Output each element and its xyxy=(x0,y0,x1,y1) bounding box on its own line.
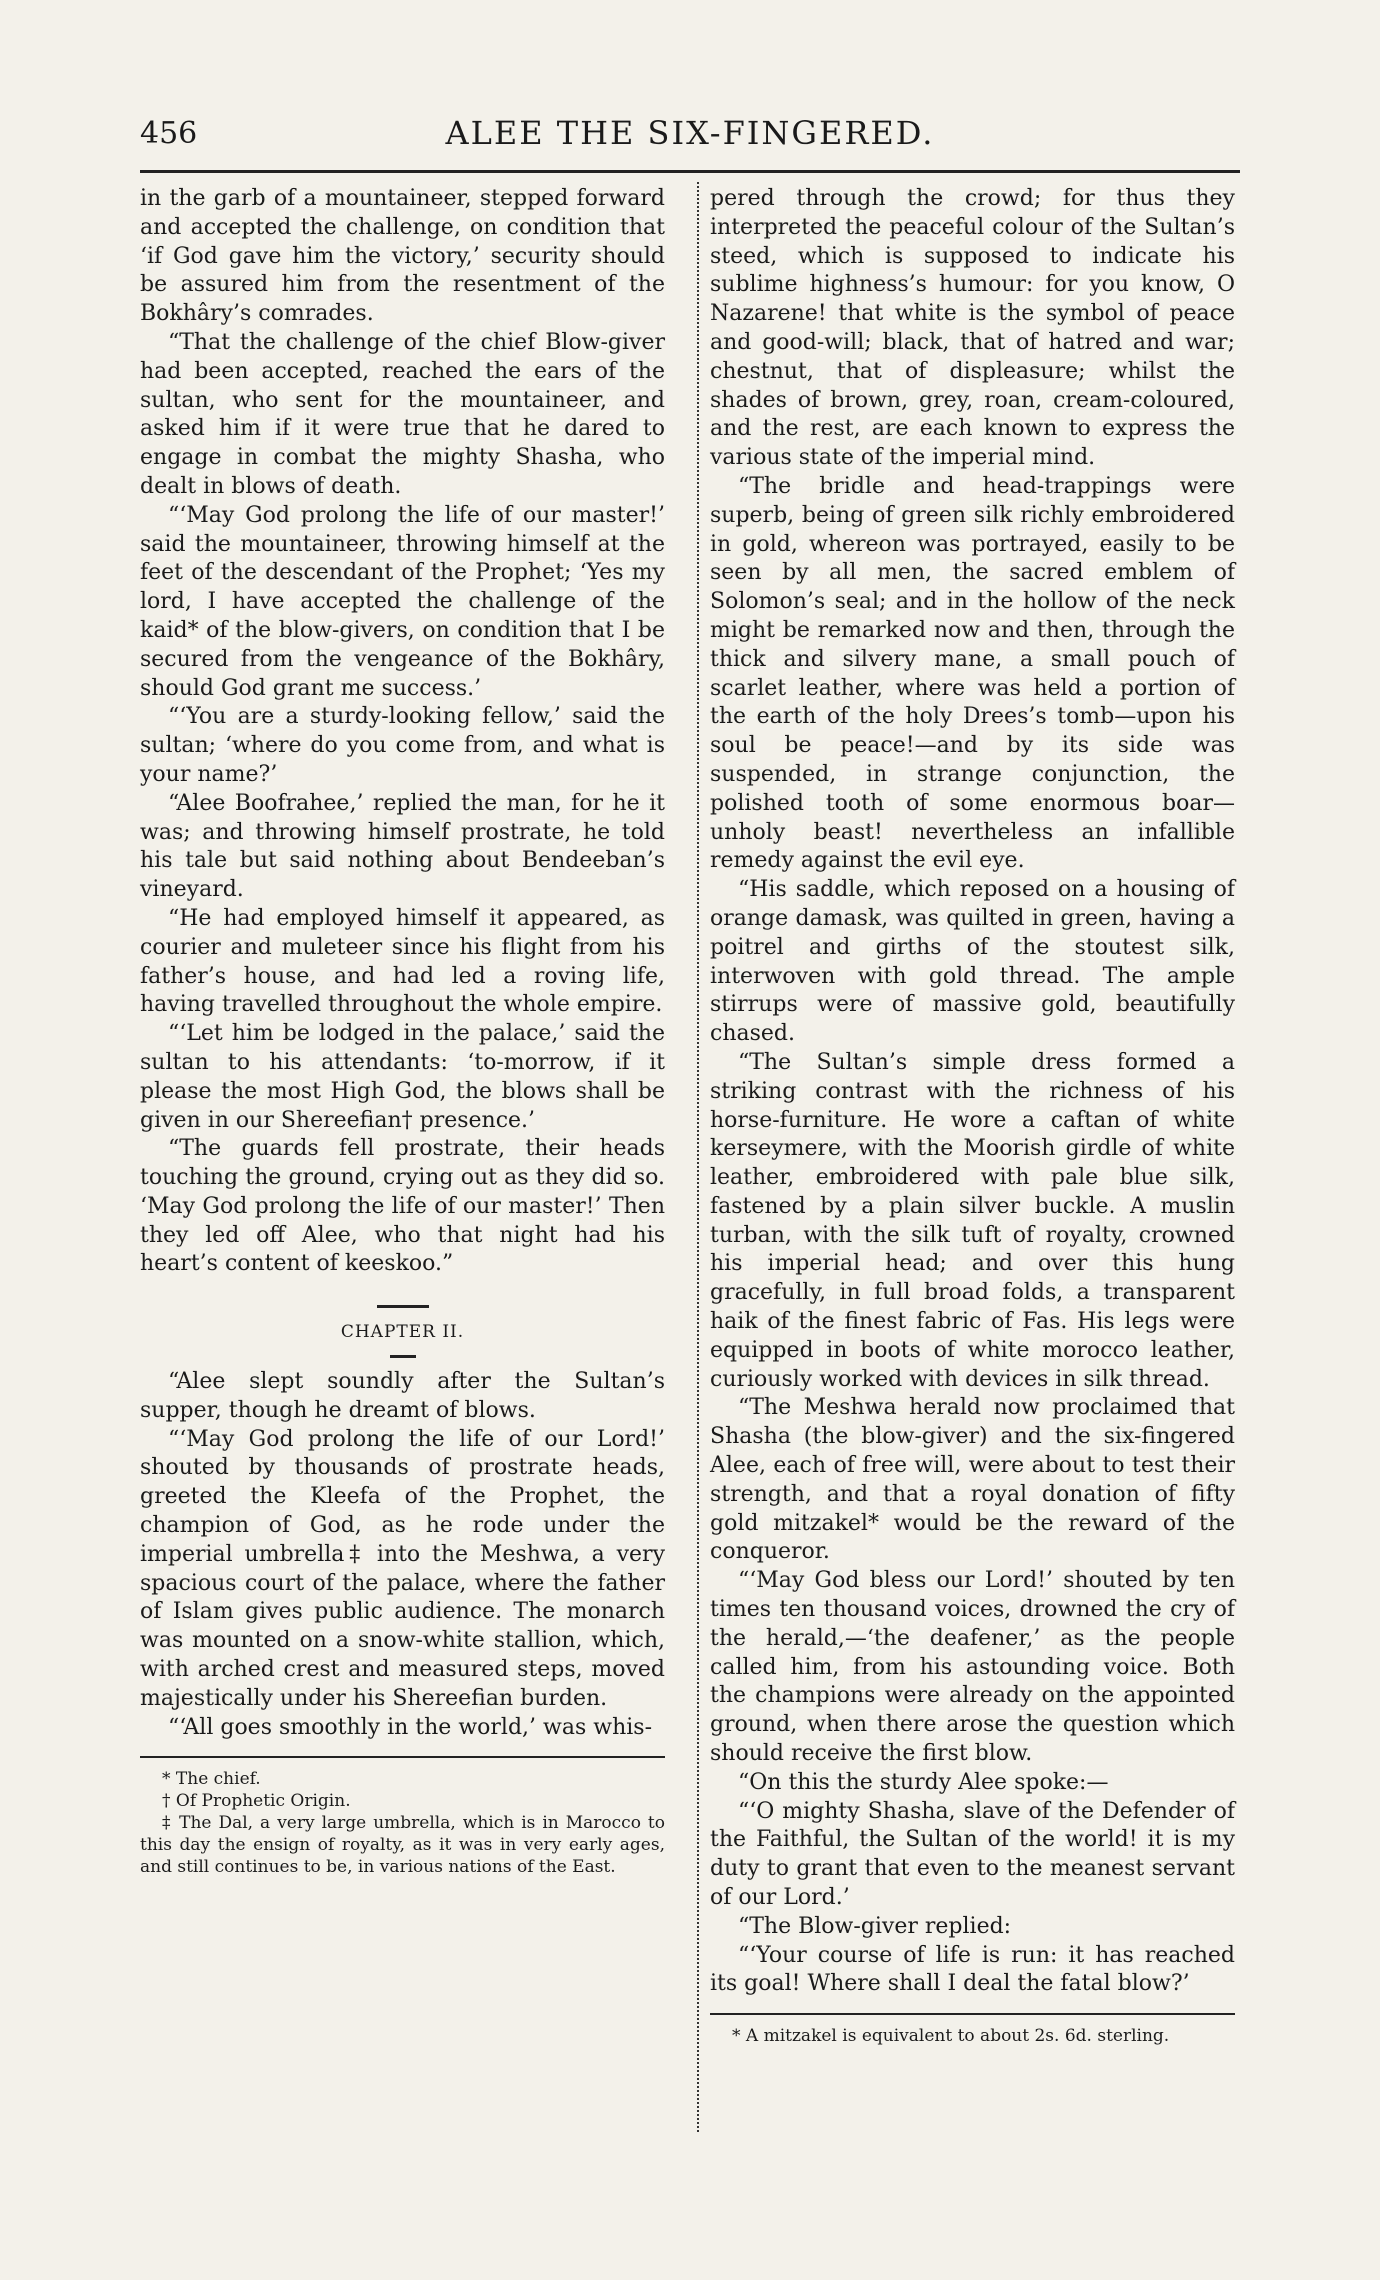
chapter-rule xyxy=(377,1305,429,1308)
paragraph: “The guards fell prostrate, their heads touching the ground, crying out as they did so. ‘May God prolong the life of our master!’ Then they led off Alee, who that night had his heart’s content of keeskoo.” xyxy=(140,1136,665,1277)
paragraph: “The Meshwa herald now proclaimed that Shasha (the blow-giver) and the six-fingered Alee, each of free will, were about to test their strength, and that a royal donation of fifty gold mitzakel* would be the reward of the conqueror. xyxy=(710,1395,1235,1565)
paragraph: “Alee Boofrahee,’ replied the man, for he it was; and throwing himself prostrate, he told his tale but said nothing about Bendeeban’s vineyard. xyxy=(140,790,665,903)
paragraph: pered through the crowd; for thus they interpreted the peaceful colour of the Sultan’s steed, which is supposed to indicate his sublime highness’s humour: for you know, O Nazarene! that white is the symbol of peace and good-will; black, that of hatred and war; chestnut, that of displeasure; whilst the shades of brown, grey, roan, cream-coloured, and the rest, are each known to express the various state of the imperial mind. xyxy=(710,186,1235,471)
paragraph: “‘May God bless our Lord!’ shouted by ten times ten thousand voices, drowned the cry of the herald,—‘the deafener,’ as the people called him, from his astounding voice. Both the champions were already on the appointed ground, when there arose the question which should receive the first blow. xyxy=(710,1568,1235,1767)
paragraph: in the garb of a mountaineer, stepped forward and accepted the challenge, on condition that ‘if God gave him the victory,’ security should be assured him from the resentment of the Bokhâry’s comrades. xyxy=(140,186,665,327)
footnote: * A mitzakel is equivalent to about 2s. 6d. sterling. xyxy=(732,2026,1170,2047)
left-column xyxy=(140,185,665,1878)
running-title: ALEE THE SIX-FINGERED. xyxy=(445,114,935,152)
paragraph: “The Sultan’s simple dress formed a striking contrast with the richness of his horse-furniture. He wore a caftan of white kerseymere, with the Moorish girdle of white leather, embroidered with pale blue silk, fastened by a plain silver buckle. A muslin turban, with the silk tuft of royalty, crowned his imperial head; and over this hung gracefully, in full broad folds, a transparent haik of the finest fabric of Fas. His legs were equipped in boots of white morocco leather, curiously worked with devices in silk thread. xyxy=(710,1049,1235,1392)
paragraph: “His saddle, which reposed on a housing of orange damask, was quilted in green, having a poitrel and girths of the stoutest silk, interwoven with gold thread. The ample stirrups were of massive gold, beautifully chased. xyxy=(710,877,1235,1047)
paragraph: “‘O mighty Shasha, slave of the Defender of the Faithful, the Sultan of the world! it is my duty to grant that even to the meanest servant of our Lord.’ xyxy=(710,1798,1235,1911)
header-rule xyxy=(140,170,1240,173)
footnote-rule xyxy=(710,2013,1235,2015)
paragraph: “‘May God prolong the life of our master!’ said the mountaineer, throwing himself at the feet of the descendant of the Prophet; ‘Yes my lord, I have accepted the challenge of the kaid* of the blow-givers, on condition that I be secured from the vengeance of the Bokhâry, should God grant me success.’ xyxy=(140,502,665,701)
right-column xyxy=(710,185,1235,2047)
footnote: ‡ The Dal, a very large umbrella, which is in Marocco to this day the ensign of royalty, as it was in very early ages, and still continues to be, in various nations of the East. xyxy=(140,1813,665,1878)
chapter-heading: CHAPTER II. xyxy=(340,1322,465,1343)
footnote: † Of Prophetic Origin. xyxy=(162,1791,351,1812)
page-number: 456 xyxy=(140,116,198,151)
paragraph: “‘All goes smoothly in the world,’ was whis- xyxy=(168,1714,652,1740)
paragraph: “The Blow-giver replied: xyxy=(738,1913,1012,1939)
paragraph: “Alee slept soundly after the Sultan’s supper, though he dreamt of blows. xyxy=(140,1369,665,1423)
column-divider xyxy=(697,182,699,2132)
paragraph: “‘Your course of life is run: it has reached its goal! Where shall I deal the fatal blow?’ xyxy=(710,1942,1235,1997)
chapter-rule-small xyxy=(390,1355,416,1358)
paragraph: “‘Let him be lodged in the palace,’ said the sultan to his attendants: ‘to-morrow, if it please the most High God, the blows shall be given in our Shereefian† presence.’ xyxy=(140,1021,665,1133)
paragraph: “‘You are a sturdy-looking fellow,’ said the sultan; ‘where do you come from, and what is your name?’ xyxy=(140,704,665,787)
paragraph: “The bridle and head-trappings were superb, being of green silk richly embroidered in gold, whereon was portrayed, easily to be seen by all men, the sacred emblem of Solomon’s seal; and in the hollow of the neck might be remarked now and then, through the thick and silvery mane, a small pouch of scarlet leather, where was held a portion of the earth of the holy Drees’s tomb—upon his soul be peace!—and by its side was suspended, in strange conjunction, the polished tooth of some enormous boar—unholy beast! nevertheless an infallible remedy against the evil eye. xyxy=(710,473,1235,874)
paragraph: “He had employed himself it appeared, as courier and muleteer since his flight from his father’s house, and had led a roving life, having travelled throughout the whole empire. xyxy=(140,905,665,1018)
footnote: * The chief. xyxy=(162,1769,261,1790)
footnote-rule xyxy=(140,1756,665,1758)
paragraph: “That the challenge of the chief Blow-giver had been accepted, reached the ears of the sultan, who sent for the mountaineer, and asked him if it were true that he dared to engage in combat the mighty Shasha, who dealt in blows of death. xyxy=(140,329,665,499)
paragraph: “On this the sturdy Alee spoke:— xyxy=(738,1769,1109,1795)
page-header xyxy=(130,110,1250,156)
paragraph: “‘May God prolong the life of our Lord!’ shouted by thousands of prostrate heads, greeted the Kleefa of the Prophet, the champion of God, as he rode under the imperial umbrella‡ into the Meshwa, a very spacious court of the palace, where the father of Islam gives public audience. The monarch was mounted on a snow-white stallion, which, with arched crest and measured steps, moved majestically under his Shereefian burden. xyxy=(140,1426,665,1711)
